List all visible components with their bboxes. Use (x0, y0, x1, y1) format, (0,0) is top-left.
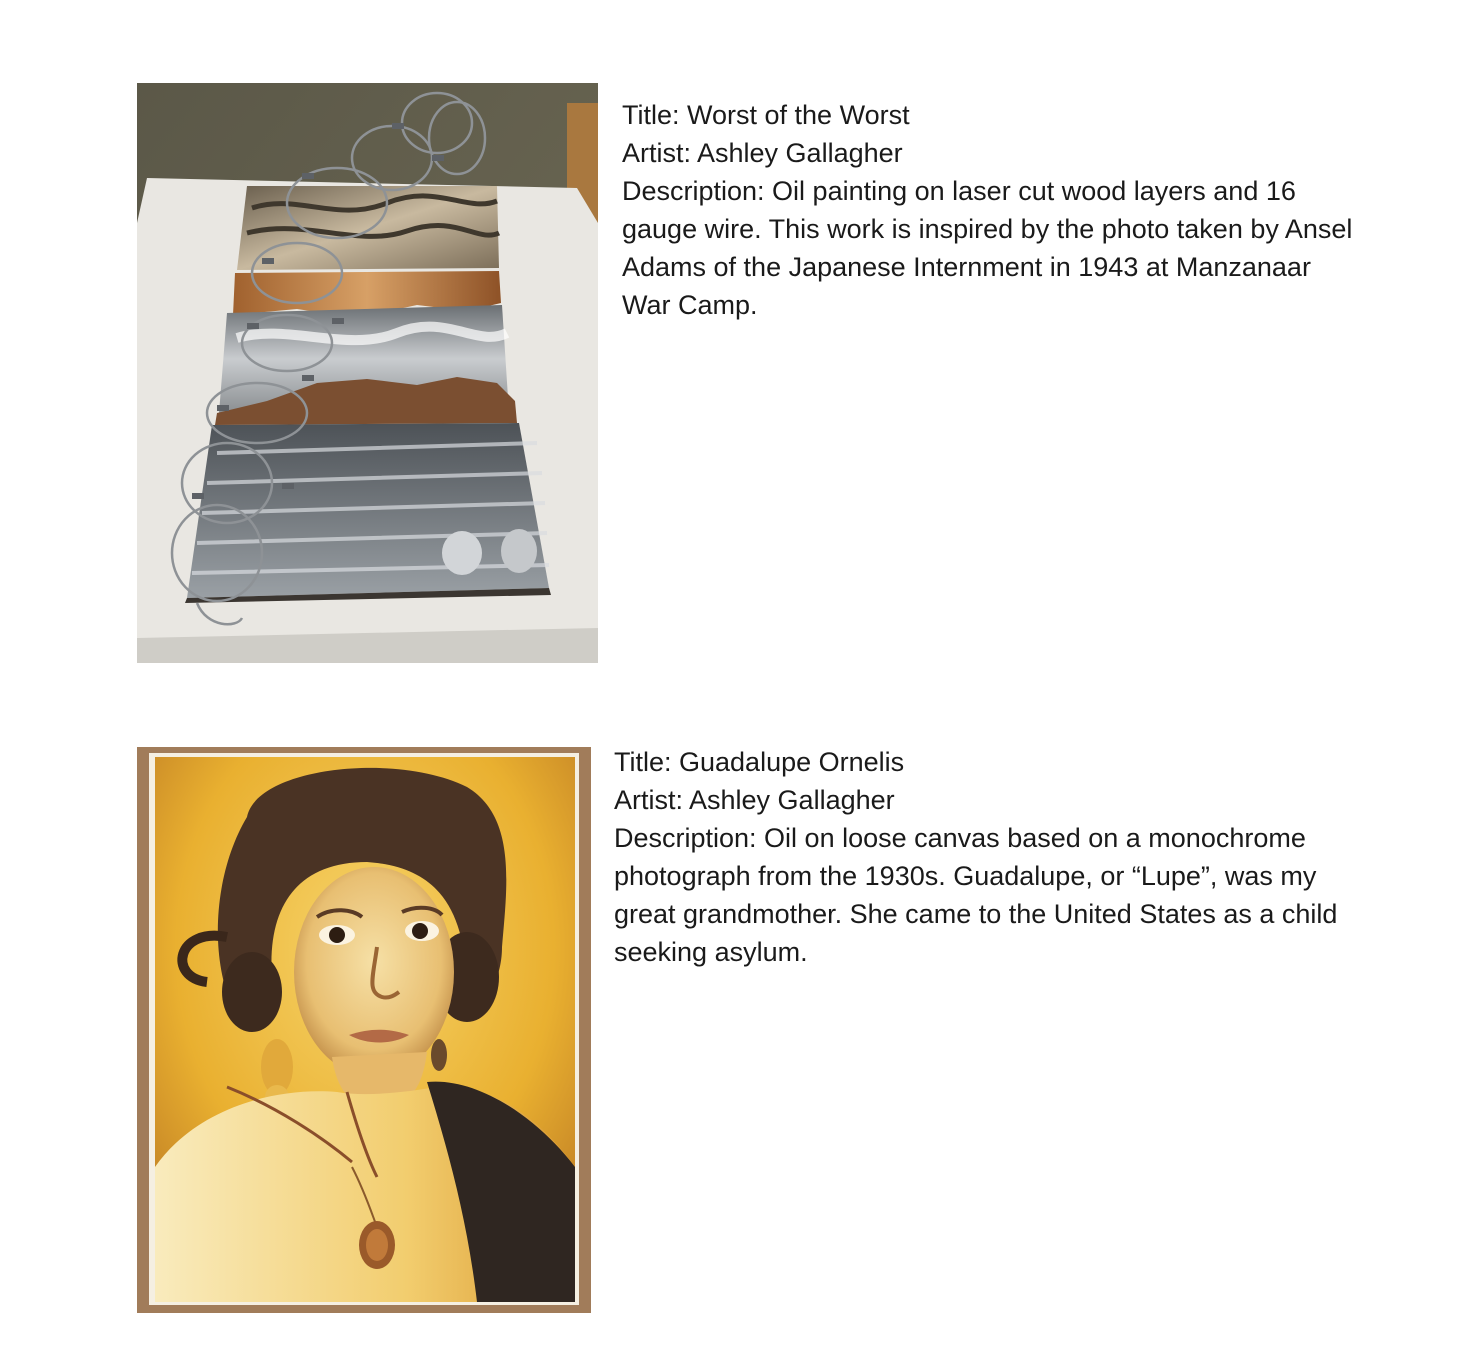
artwork-title: Title: Worst of the Worst (622, 100, 910, 130)
artwork-artist: Artist: Ashley Gallagher (614, 785, 895, 815)
artwork-caption (622, 96, 1362, 324)
artwork-photo-guadalupe-ornelis (137, 747, 591, 1313)
artwork-title: Title: Guadalupe Ornelis (614, 747, 905, 777)
artwork-photo-worst-of-the-worst (137, 83, 598, 663)
artwork-artist: Artist: Ashley Gallagher (622, 138, 903, 168)
artwork-description: Description: Oil on loose canvas based on a monochrome photograph from the 1930s. Guadalupe, or “Lupe”, was my great grandmother. She came to the United States as a child seeking asylum. (614, 823, 1338, 967)
artwork-caption (614, 743, 1364, 971)
artwork-description: Description: Oil painting on laser cut wood layers and 16 gauge wire. This work is inspired by the photo taken by Ansel Adams of the Japanese Internment in 1943 at Manzanaar War Camp. (622, 176, 1353, 320)
